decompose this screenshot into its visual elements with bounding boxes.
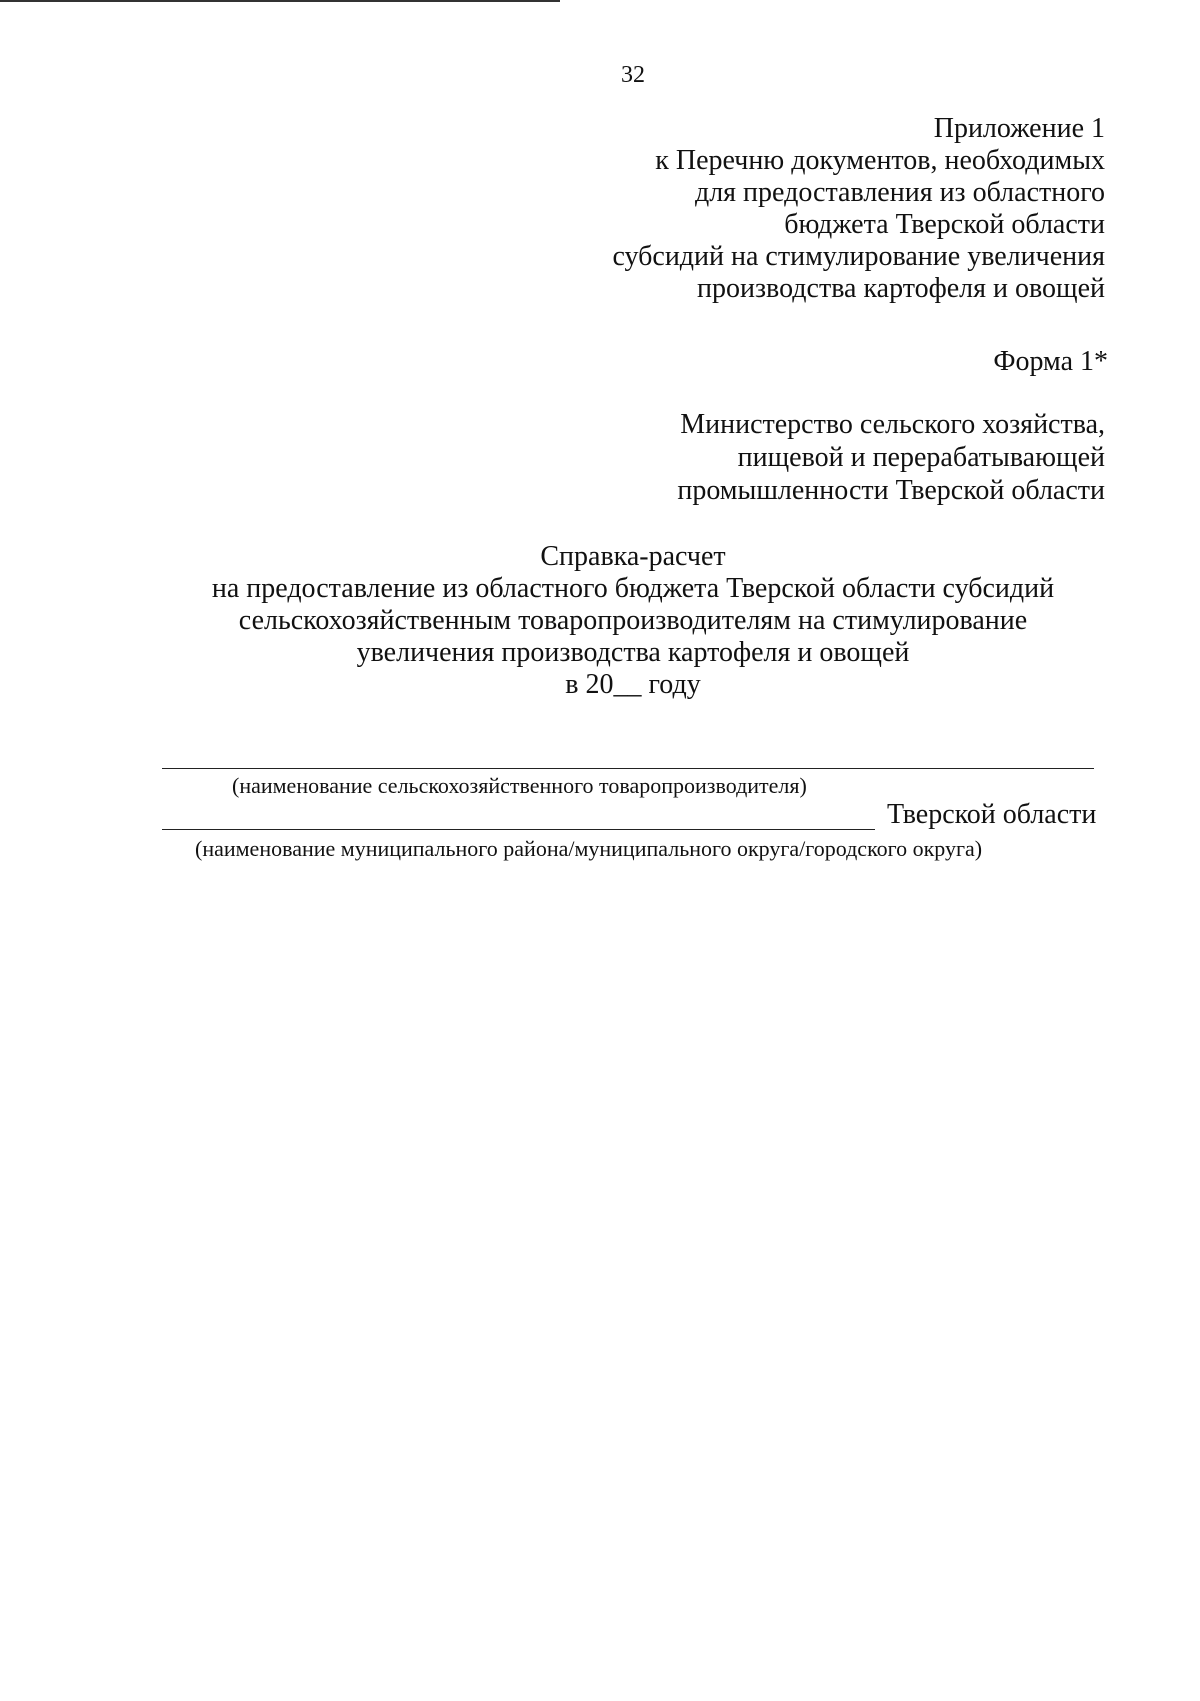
title-line: увеличения производства картофеля и овощей bbox=[356, 637, 910, 668]
producer-name-line[interactable] bbox=[162, 768, 1094, 769]
producer-name-caption: (наименование сельскохозяйственного товаропроизводителя) bbox=[232, 773, 807, 798]
appendix-header bbox=[612, 113, 1105, 305]
scan-top-rule bbox=[0, 0, 560, 2]
title-line: на предоставление из областного бюджета Тверской области субсидий bbox=[211, 573, 1055, 604]
title-line: сельскохозяйственным товаропроизводителям на стимулирование bbox=[238, 605, 1028, 636]
region-suffix: Тверской области bbox=[887, 799, 1097, 830]
page-number: 32 bbox=[621, 62, 645, 88]
appendix-line: для предоставления из областного bbox=[694, 177, 1105, 208]
document-title bbox=[0, 541, 1200, 701]
appendix-line: Приложение 1 bbox=[933, 113, 1105, 144]
appendix-line: субсидий на стимулирование увеличения bbox=[612, 241, 1105, 272]
form-label: Форма 1* bbox=[993, 346, 1108, 377]
ministry-line: пищевой и перерабатывающей bbox=[737, 442, 1105, 473]
appendix-line: производства картофеля и овощей bbox=[697, 273, 1105, 304]
title-line: Справка-расчет bbox=[540, 541, 726, 572]
ministry-line: Министерство сельского хозяйства, bbox=[680, 409, 1105, 440]
ministry-line: промышленности Тверской области bbox=[677, 475, 1105, 506]
ministry-addressee bbox=[677, 408, 1105, 507]
district-name-caption: (наименование муниципального района/муниципального округа/городского округа) bbox=[195, 836, 983, 861]
appendix-line: бюджета Тверской области bbox=[784, 209, 1105, 240]
district-name-line[interactable] bbox=[162, 829, 875, 830]
appendix-line: к Перечню документов, необходимых bbox=[655, 145, 1105, 176]
title-line: в 20__ году bbox=[565, 669, 701, 700]
